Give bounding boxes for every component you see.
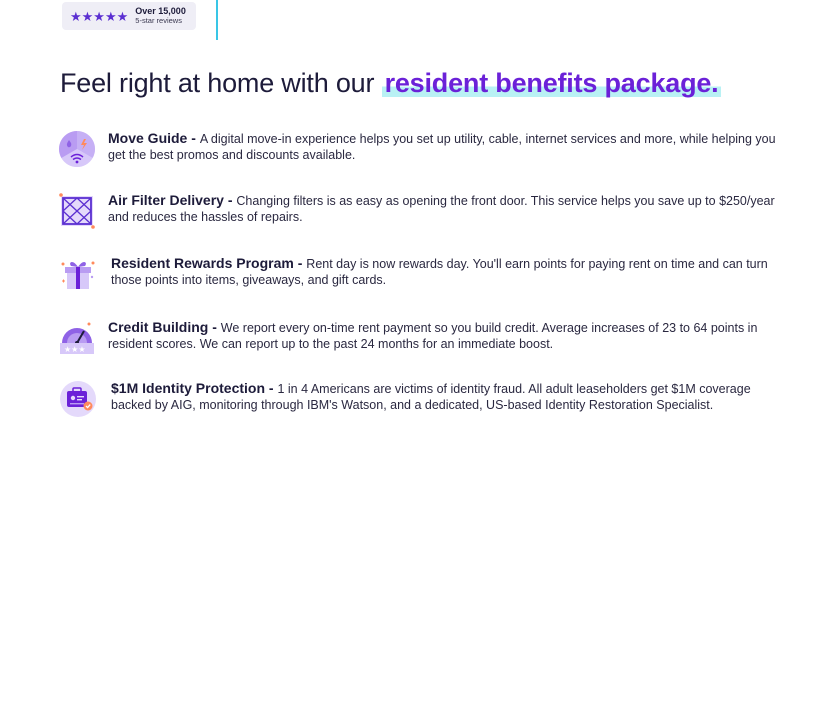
benefit-title: Move Guide [108, 130, 188, 146]
benefit-text [111, 255, 782, 288]
gift-icon [59, 255, 97, 293]
reviews-count: Over 15,000 [135, 6, 186, 17]
benefit-title: $1M Identity Protection [111, 380, 266, 396]
five-star-rating-icon: ★★★★★ [70, 8, 129, 24]
headline-prefix: Feel right at home with our [60, 68, 382, 98]
reviews-caption: 5-star reviews [135, 15, 182, 25]
benefit-identity-protection [58, 380, 782, 418]
benefit-separator: - [208, 319, 221, 335]
benefit-move-guide [58, 130, 782, 168]
benefit-title: Air Filter Delivery [108, 192, 224, 208]
reviews-badge [62, 2, 196, 30]
benefit-text [108, 130, 782, 163]
benefit-description: Changing filters is as easy as opening the front door. This service helps you save up to $250/year and reduces the hassles of repairs. [108, 194, 775, 224]
reviews-badge-text [135, 7, 186, 24]
air-filter-icon [58, 192, 96, 230]
benefit-resident-rewards [58, 255, 782, 293]
svg-text:★★★: ★★★ [64, 345, 86, 354]
benefit-separator: - [265, 380, 278, 396]
benefit-title: Resident Rewards Program [111, 255, 294, 271]
vertical-divider [216, 0, 218, 40]
benefit-text [108, 319, 782, 352]
benefit-credit-building [58, 319, 782, 357]
credit-gauge-icon [58, 319, 96, 357]
benefit-separator: - [223, 192, 237, 208]
identity-protection-icon [59, 380, 97, 418]
benefit-text [111, 380, 782, 413]
headline-highlight: resident benefits package. [382, 68, 722, 98]
benefit-title: Credit Building [108, 319, 209, 335]
compass-pie-icon [58, 130, 96, 168]
benefit-description: A digital move-in experience helps you set up utility, cable, internet services and more, while helping you get the best promos and discounts available. [108, 132, 776, 162]
benefit-description: 1 in 4 Americans are victims of identity fraud. All adult leaseholders get $1M coverage backed by AIG, monitoring through IBM's Watson, and a dedicated, US-based Identity Restoration Specialist. [111, 382, 751, 412]
benefit-description: Rent day is now rewards day. You'll earn points for paying rent on time and can turn those points into items, giveaways, and gift cards. [111, 257, 768, 287]
benefit-air-filter-delivery [58, 192, 782, 230]
benefit-description: We report every on-time rent payment so you build credit. Average increases of 23 to 64 points in resident scores. We can report up to the past 24 months for an immediate boost. [108, 321, 758, 351]
page-headline [60, 68, 721, 99]
benefit-separator: - [187, 130, 200, 146]
benefit-text [108, 192, 782, 225]
benefit-separator: - [293, 255, 307, 271]
